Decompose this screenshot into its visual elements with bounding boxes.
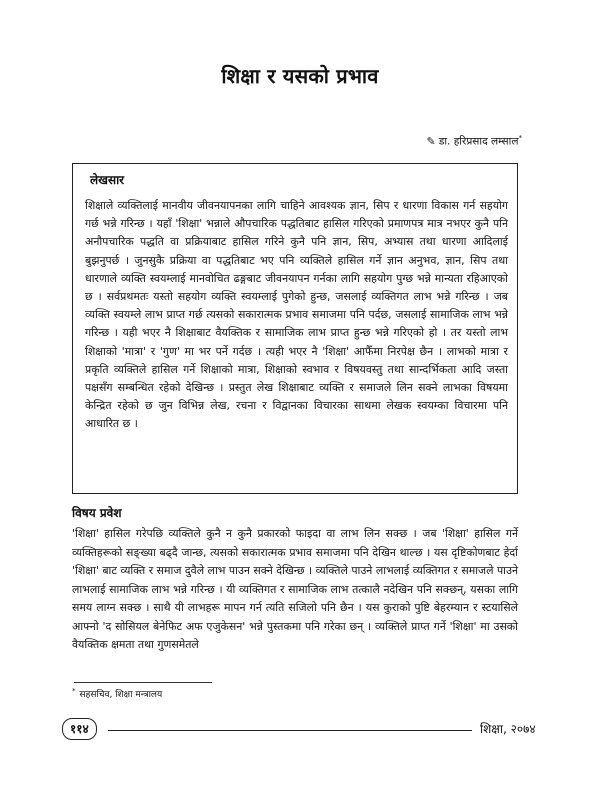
footnote (72, 687, 162, 700)
author-name: डा. हरिप्रसाद लम्साल (438, 135, 519, 148)
author-line (427, 134, 523, 149)
abstract-heading: लेखसार (90, 173, 125, 187)
abstract-text: शिक्षाले व्यक्तिलाई मानवीय जीवनयापनका लागि चाहिने आवश्यक ज्ञान, सिप र धारणा विकास गर्न सहयोग गर्छ भन्ने गरिन्छ । यहाँ 'शिक्षा' भन्नाले औपचारिक पद्धतिबाट हासिल गरिएको प्रमाणपत्र मात्र नभएर कुनै पनि अनौपचारिक पद्धति वा प्रक्रियाबाट हासिल गरिने कुनै पनि ज्ञान, सिप, अभ्यास तथा धारणा आदिलाई बुझनुपर्छ । जुनसुकै प्रक्रिया वा पद्धतिबाट भए पनि व्यक्तिले हासिल गर्ने ज्ञान अनुभव, ज्ञान, सिप तथा धारणाले व्यक्ति स्वयम्लाई मानवोचित ढङ्गबाट जीवनयापन गर्नका लागि सहयोग पुग्छ भन्ने मान्यता रहिआएको छ । सर्वप्रथमतः यस्तो सहयोग व्यक्ति स्वयम्लाई पुगेको हुन्छ, जसलाई व्यक्तिगत लाभ भन्ने गरिन्छ । जब व्यक्ति स्वयम्ले लाभ प्राप्त गर्छ त्यसको सकारात्मक प्रभाव समाजमा पनि पर्दछ, जसलाई सामाजिक लाभ भन्ने गरिन्छ । यही भएर नै शिक्षाबाट वैयक्तिक र सामाजिक लाभ प्राप्त हुन्छ भन्ने गरिएको हो । तर यस्तो लाभ शिक्षाको 'मात्रा' र 'गुण' मा भर पर्ने गर्दछ । त्यही भएर नै 'शिक्षा' आफैँमा निरपेक्ष छैन । लाभको मात्रा र प्रकृति व्यक्तिले हासिल गर्ने शिक्षाको मात्रा, शिक्षाको स्वभाव र विषयवस्तु तथा सान्दर्भिकता आदि जस्ता पक्षसँग सम्बन्धित रहेको देखिन्छ । प्रस्तुत लेख शिक्षाबाट व्यक्ति र समाजले लिन सक्ने लाभका विषयमा केन्द्रित रहेको छ जुन विभिन्न लेख, रचना र विद्वानका विचारका साथमा लेखक स्वयम्का विचारमा पनि आधारित छ । (85, 199, 508, 431)
footer-rule (108, 730, 472, 731)
body-paragraph: 'शिक्षा' हासिल गरेपछि व्यक्तिले कुनै न कुनै प्रकारको फाइदा वा लाभ लिन सक्छ । जब 'शिक्षा' हासिल गर्ने व्यक्तिहरूको सङ्ख्या बढ्दै जान्छ, त्यसको सकारात्मक प्रभाव समाजमा पनि देखिन थाल्छ । यस दृष्टिकोणबाट हेर्दा 'शिक्षा' बाट व्यक्ति र समाज दुवैले लाभ पाउन सक्ने देखिन्छ । व्यक्तिले पाउने लाभलाई व्यक्तिगत र समाजले पाउने लाभलाई सामाजिक लाभ भन्ने गरिन्छ । यी व्यक्तिगत र सामाजिक लाभ तत्कालै नदेखिन पनि सक्छन्, यसका लागि समय लाग्न सक्छ । साथै यी लाभहरू मापन गर्न त्यति सजिलो पनि छैन । यस कुराको पुष्टि बेहरम्यान र स्टयासिले आफ्नो 'द सोसियल बेनेफिट अफ एजुकेसन' भन्ने पुस्तकमा पनि गरेका छन् । व्यक्तिले प्राप्त गर्ने 'शिक्षा' मा उसको वैयक्तिक क्षमता तथा गुणसमेतले (72, 527, 518, 651)
article-title: शिक्षा र यसको प्रभाव (221, 64, 379, 88)
pen-nib-icon: ✎ (426, 134, 436, 148)
abstract-box (72, 163, 518, 494)
footnote-divider (74, 682, 212, 683)
journal-name: शिक्षा, २०७४ (480, 722, 536, 736)
footnote-text: सहसचिव, शिक्षा मन्त्रालय (79, 690, 163, 700)
footnote-marker: * (72, 687, 76, 695)
author-footnote-marker: * (518, 134, 522, 142)
page-number: ११४ (62, 718, 97, 740)
section-heading: विषय प्रवेश (72, 506, 122, 520)
